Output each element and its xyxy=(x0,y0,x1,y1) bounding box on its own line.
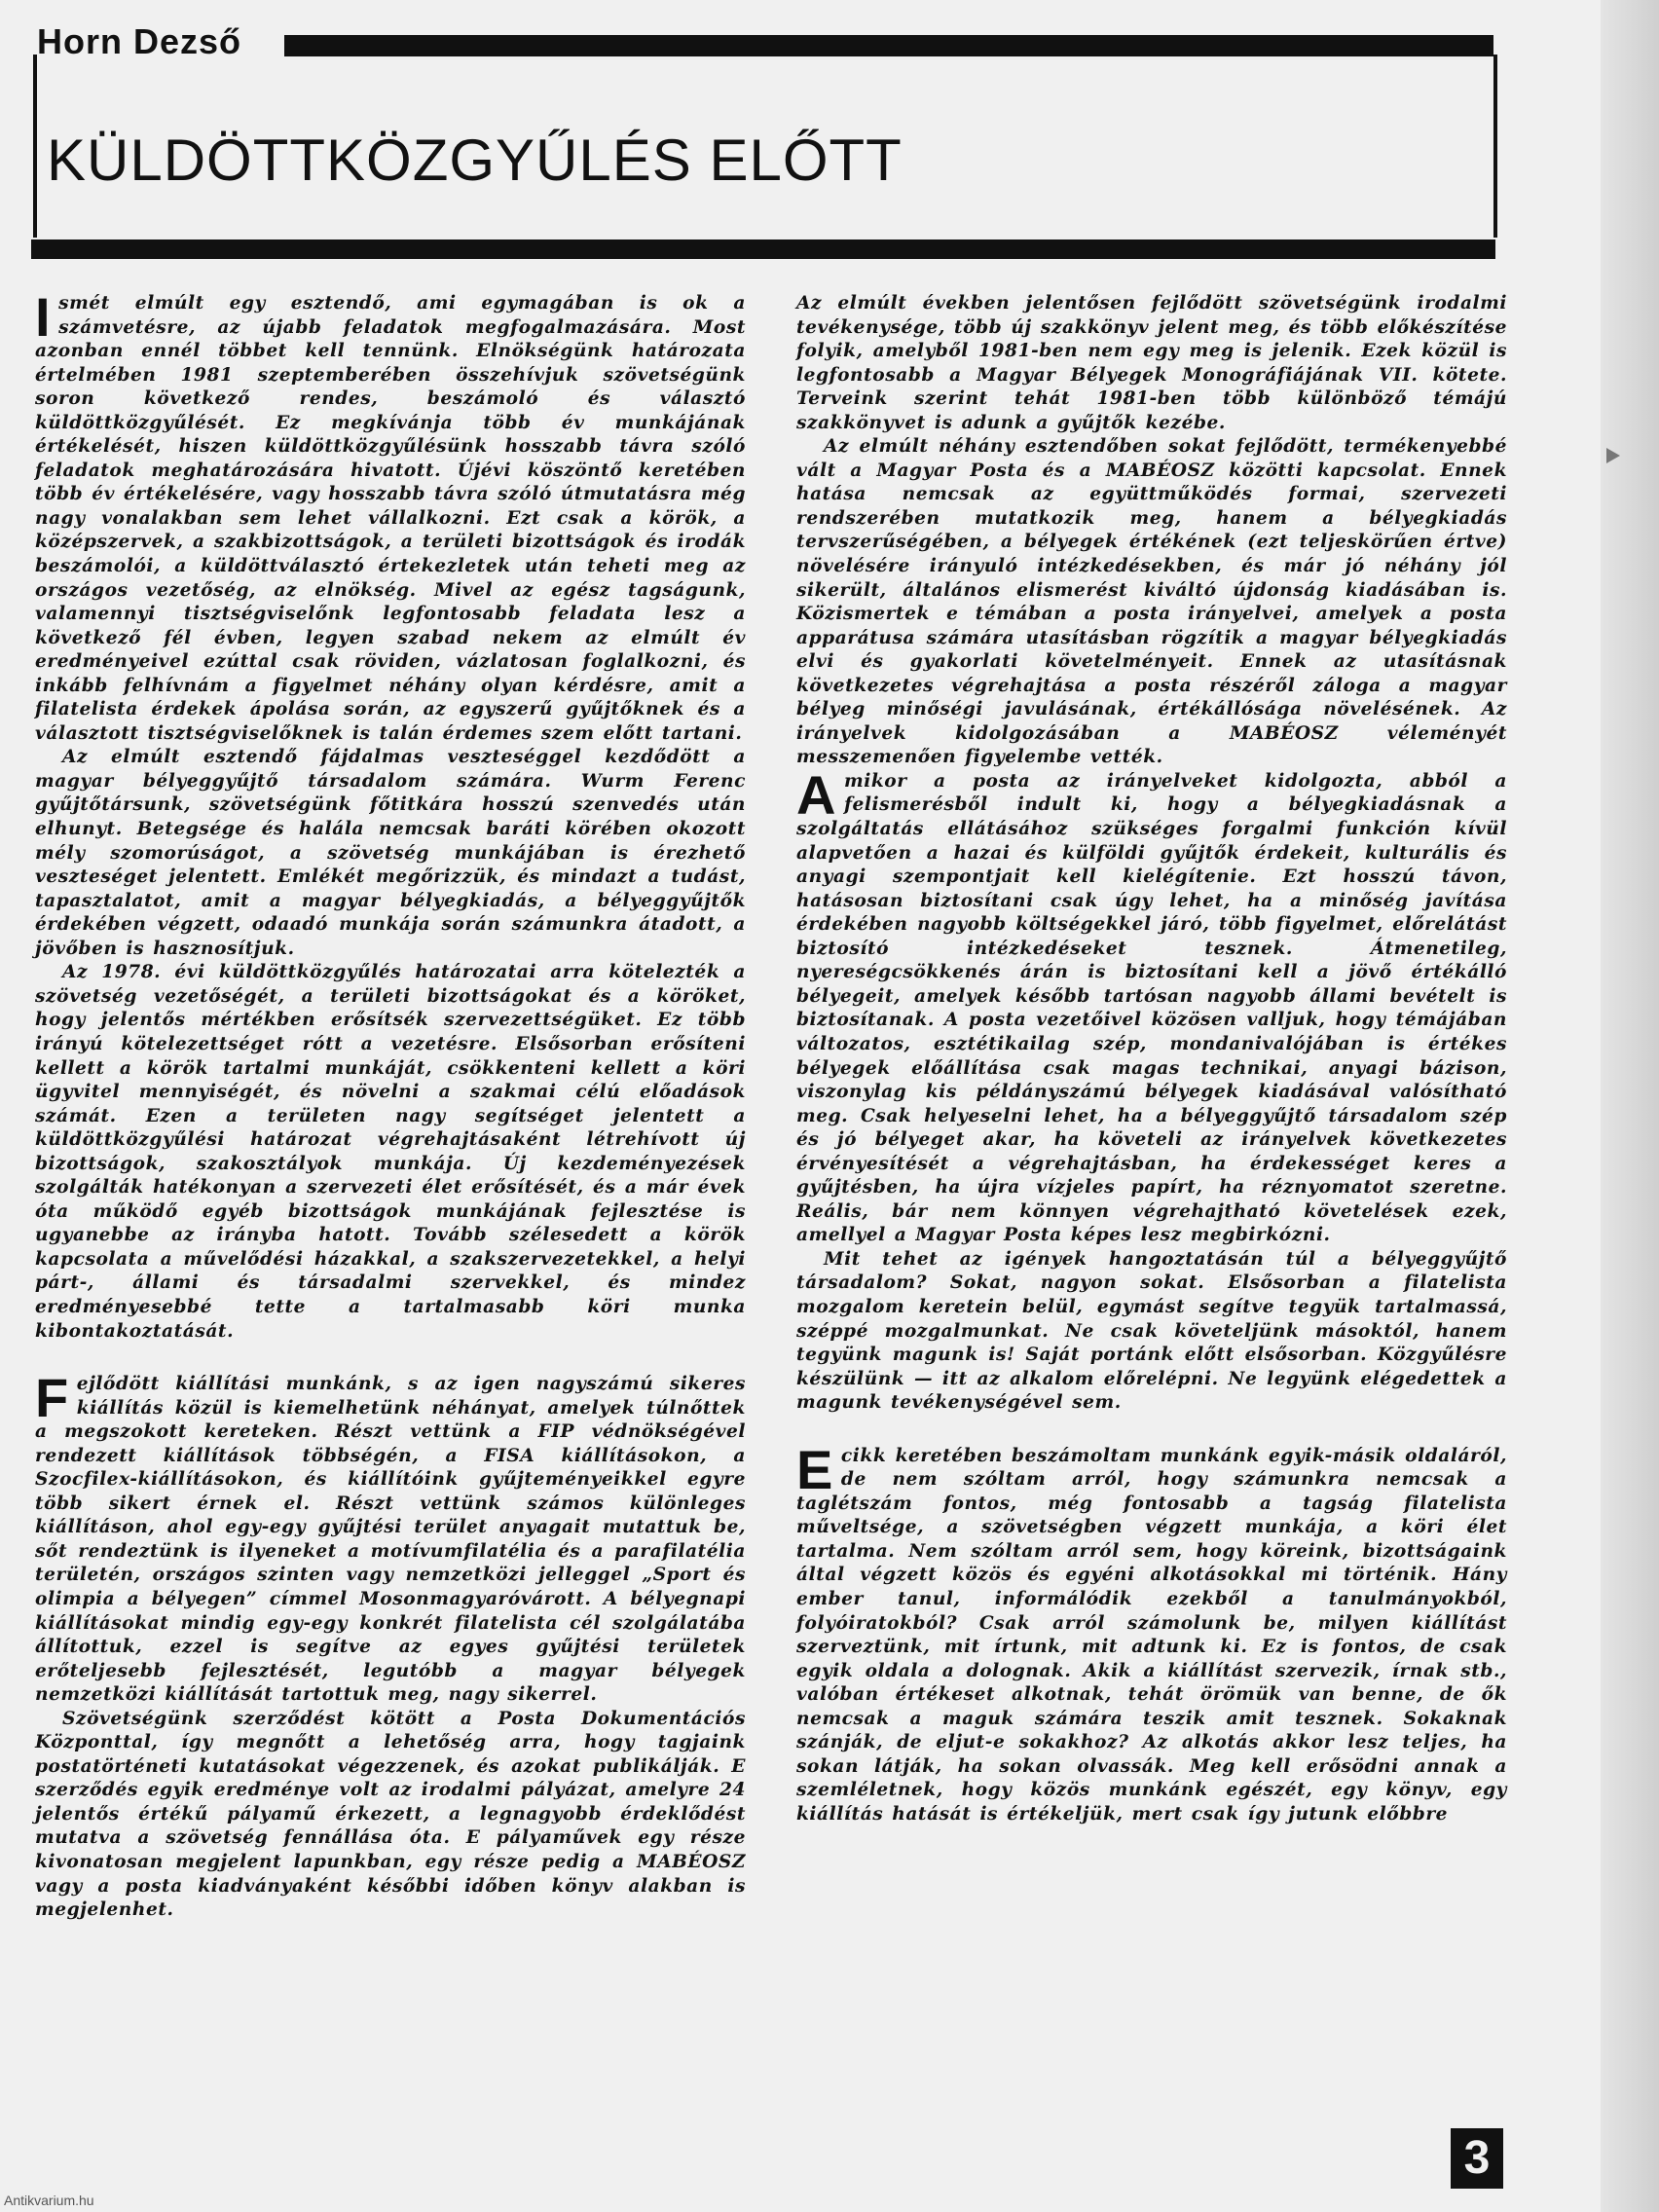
paragraph xyxy=(796,763,1507,1248)
paragraph: Szövetségünk szerződést kötött a Posta Dokumentációs Központtal, így megnőtt a lehetőség arra, hogy tagjaink postatörténeti kutatásokat végezzenek, és azokat publikálják. E szerződés egyik eredménye volt az irodalmi pályázat, amelyre 24 jelentős értékű pályamű érkezett, a legnagyobb érdeklődést mutatva a szövetség fennállása óta. E pályaművek egy része kivonatosan megjelent lapunkban, egy része pedig a MABÉOSZ vagy a posta kiadványaként későbbi időben könyv alakban is megjelenhet. xyxy=(35,1708,746,1921)
paragraph-text: ejlődött kiállítási munkánk, s az igen nagyszámú sikeres kiállítás közül is kiemelhetünk néhányat, amelyek túlnőttek a megszokott kereteken. Részt vettünk a FIP védnökségével rendezett kiállítások többségén, a FISA kiállításokon, a Szocfilex-kiállításokon, és kiállítóink gyűjteményeikkel egyre több sikert érnek el. Részt vettünk számos különleges kiállításon, ahol egy-egy gyűjtési terület anyagait mutattuk be, sőt rendeztünk is ilyeneket a motívumfilatélia és a parafilatélia területén, országos szinten vagy nemzetközi jelleggel „Sport és olimpia a bélyegen” címmel Mosonmagyaróvárott. A bélyegnapi kiállításokat mindig egy-egy konkrét filatelista cél szolgálatába állítottuk, ezzel is segítve az egyes gyűjtési területek erőteljesebb fejlesztését, legutóbb a magyar bélyegek nemzetközi kiállítását tartottuk meg, nagy sikerrel. xyxy=(35,1374,746,1706)
drop-cap: E xyxy=(796,1438,833,1500)
article-title: KÜLDÖTTKÖZGYŰLÉS ELŐTT xyxy=(47,128,903,193)
paragraph xyxy=(35,1367,746,1708)
paragraph: Az elmúlt években jelentősen fejlődött szövetségünk irodalmi tevékenysége, több új szakkönyv jelent meg, és több előkészítése folyik, amelyből 1981-ben nem egy meg is jelenik. Ezek közül is legfontosabb a Magyar Bélyegek Monográfiájának VII. kötete. Terveink szerint tehát 1981-ben több különböző témájú szakkönyvet is adunk a gyűjtők kezébe. xyxy=(796,293,1507,433)
page-number: 3 xyxy=(1451,2128,1503,2189)
paragraph: Mit tehet az igények hangoztatásán túl a bélyeggyűjtő társadalom? Sokat, nagyon sokat. Elsősorban a filatelista mozgalom keretein belül, egymást segítve tegyük tartalmassá, széppé mozgalmunkat. Ne csak követeljünk másoktól, hanem tegyünk magunk is! Saját portánk előtt elsősorban. Közgyűlésre készülünk — itt az alkalom előrelépni. Ne legyünk elégedettek a magunk tevékenységével sem. xyxy=(796,1248,1507,1414)
paragraph-text: mikor a posta az irányelveket kidolgozta, abból a felismerésből indult ki, hogy a bélyegkiadásnak a szolgáltatás ellátásához szükséges forgalmi funkción kívül alapvetően a hazai és külföldi gyűjtők érdekeit, kulturális és anyagi szempontjait kell kielégítenie. Ezt hosszú távon, hatásosan biztosítani csak úgy lehet, ha a minőség javítása érdekében nagyobb költségekkel járó, több figyelmet, előrelátást biztosító intézkedéseket tesznek. Átmenetileg, nyereségcsökkenés árán is biztosítani kell a jövő értékálló bélyegeit, amelyek később tartósan nagyobb állami bevételt is biztosítanak. A posta vezetőivel közösen valljuk, hogy témájában változatos, esztétikailag szép, mondanivalójában is értékes bélyegek előállítása csak magas technikai, anyagi bázison, viszonylag kis példányszámú bélyegek kiadásával valósítható meg. Csak helyeselni lehet, ha a bélyeggyűjtő társadalom szép és jó bélyeget akar, ha követeli az irányelvek következetes érvényesítését a végrehajtásban, ha érdekességet keres a gyűjtésben, ha újra vízjeles papírt, ha réznyomatot szeretne. Reális, bár nem könnyen végrehajtható követelések ezek, amellyel a Magyar Posta képes lesz megbirkózni. xyxy=(796,770,1507,1246)
paragraph: Az elmúlt néhány esztendőben sokat fejlődött, termékenyebbé vált a Magyar Posta és a MABÉOSZ közötti kapcsolat. Ennek hatása nemcsak az együttműködés formai, szervezeti rendszerében mutatkozik meg, hanem a bélyegkiadás tervszerűségében, a bélyegek értékének (ezt teljeskörűen értve) növelésére irányuló intézkedésekben, és már jó néhány jól sikerült, általános elismerést kiváltó újdonság kiadásában is. Közismertek e témában a posta irányelvei, amelyek a posta apparátusa számára utasításban rögzítik a magyar bélyegkiadás elvi és gyakorlati követelményeit. Ennek az utasításnak következetes végrehajtása a posta részéről záloga a magyar bélyeg minőségi javulásának, értékállósága növelésének. Az irányelvek kidolgozásában a MABÉOSZ véleményét messzemenően figyelembe vették. xyxy=(796,436,1507,768)
paragraph-text: smét elmúlt egy esztendő, ami egymagában is ok a számvetésre, az újabb feladatok megfogalmazására. Most azonban ennél többet kell tennünk. Elnökségünk határozata értelmében 1981 szeptemberében összehívjuk szövetségünk soron következő rendes, beszámoló és választó küldöttközgyűlését. Ez megkívánja több év munkájának értékelését, hiszen küldöttközgyűlésünk hosszabb távra szóló feladatok meghatározására hivatott. Újévi köszöntő keretében több év értékelésére, vagy hosszabb távra szóló útmutatásra még nagy vonalakban sem lehet vállalkozni. Ezt csak a körök, a középszervek, a szakbizottságok, a területi bizottságok és irodák beszámolói, a küldöttválasztó értekezletek után teheti meg az országos vezetőség, az elnökség. Mivel az egész tagságunk, valamennyi tisztségviselőnk legfontosabb feladata lesz a következő fél évben, legyen szabad nekem az elmúlt év eredményeivel ezúttal csak röviden, vázlatosan foglalkozni, és inkább felhívnám a figyelmet néhány olyan kérdésre, amit a filatelista érdekek ápolása során, az egyszerű gyűjtőknek és a választott tisztségviselőknek is talán érdemes szem előtt tartani. xyxy=(35,293,746,744)
paragraph-text: cikk keretében beszámoltam munkánk egyik-másik oldaláról, de nem szóltam arról, hogy számunkra nemcsak a taglétszám fontos, még fontosabb a tagság filatelista műveltsége, a szövetségben végzett munkája, a köri élet tartalma. Nem szóltam arról sem, hogy köreink, bizottságaink által végzett közös és egyéni alkotásokkal mi történik. Hány ember tanul, informálódik ezekből a tanulmányokból, folyóiratokból? Csak arról számolunk be, milyen kiállítást szerveztünk, mit írtunk, mit adtunk ki. Ez is fontos, de csak egyik oldala a dolognak. Akik a kiállítást szervezik, írnak stb., valóban értékeset alkotnak, tehát örömük van benne, de ők nemcsak a maguk számára teszik amit tesznek. Sokaknak szánják, de eljut-e sokakhoz? Az alkotás akkor lesz teljes, ha sokan látják, ha sokan olvassák. Meg kell erősödni annak a szemléletnek, hogy közös munkánk egészét, egy könyv, egy kiállítás hatását is értékeljük, mert csak így jutunk előbbre xyxy=(796,1445,1507,1825)
author-name: Horn Dezső xyxy=(37,21,242,61)
paragraph: Az elmúlt esztendő fájdalmas veszteséggel kezdődött a magyar bélyeggyűjtő társadalom számára. Wurm Ferenc gyűjtőtársunk, szövetségünk főtitkára hosszú szenvedés után elhunyt. Betegsége és halála nemcsak baráti körében okozott mély szomorúságot, a szövetség munkájában is érezhető veszteséget jelentett. Emlékét megőrizzük, és mindazt a tudást, tapasztalatot, amit a magyar bélyegkiadás, a bélyeggyűjtők érdekében végzett, odaadó munkája során számunkra átadott, a jövőben is hasznosítjuk. xyxy=(35,747,746,959)
drop-cap: I xyxy=(35,286,52,348)
paragraph xyxy=(35,286,746,746)
margin-mark xyxy=(1606,448,1620,463)
paragraph xyxy=(796,1438,1507,1827)
drop-cap: F xyxy=(35,1367,69,1429)
scan-shadow xyxy=(1601,0,1659,2212)
header-rule-bottom xyxy=(31,240,1495,259)
paragraph: Az 1978. évi küldöttközgyűlés határozatai arra kötelezték a szövetség vezetőségét, a területi bizottságokat és a köröket, hogy jelentős mértékben erősítsék szervezettségüket. Ez több irányú kötelezettséget rótt a vezetésre. Elsősorban erősíteni kellett a körök tartalmi munkáját, csökkenteni kellett a köri ügyvitel mennyiségét, és növelni a szakmai célú előadások számát. Ezen a területen nagy segítséget jelentett a küldöttközgyűlési határozat végrehajtásaként létrehívott új bizottságok, szakosztályok munkája. Új kezdeményezések szolgálták hatékonyan a szervezeti élet erősítését, és a már évek óta működő egyéb bizottságok munkájának fejlesztése is ugyanebbe az irányba hatott. Tovább szélesedett a körök kapcsolata a művelődési házakkal, a szakszervezetekkel, a helyi párt-, állami és társadalmi szervekkel, és mindez eredményesebbé tette a tartalmasabb köri munka kibontakoztatását. xyxy=(35,962,746,1342)
left-column xyxy=(35,286,746,1923)
watermark: Antikvarium.hu xyxy=(4,2193,94,2208)
drop-cap: A xyxy=(796,763,836,826)
right-column xyxy=(796,292,1507,1826)
header-rule-top xyxy=(284,35,1493,56)
